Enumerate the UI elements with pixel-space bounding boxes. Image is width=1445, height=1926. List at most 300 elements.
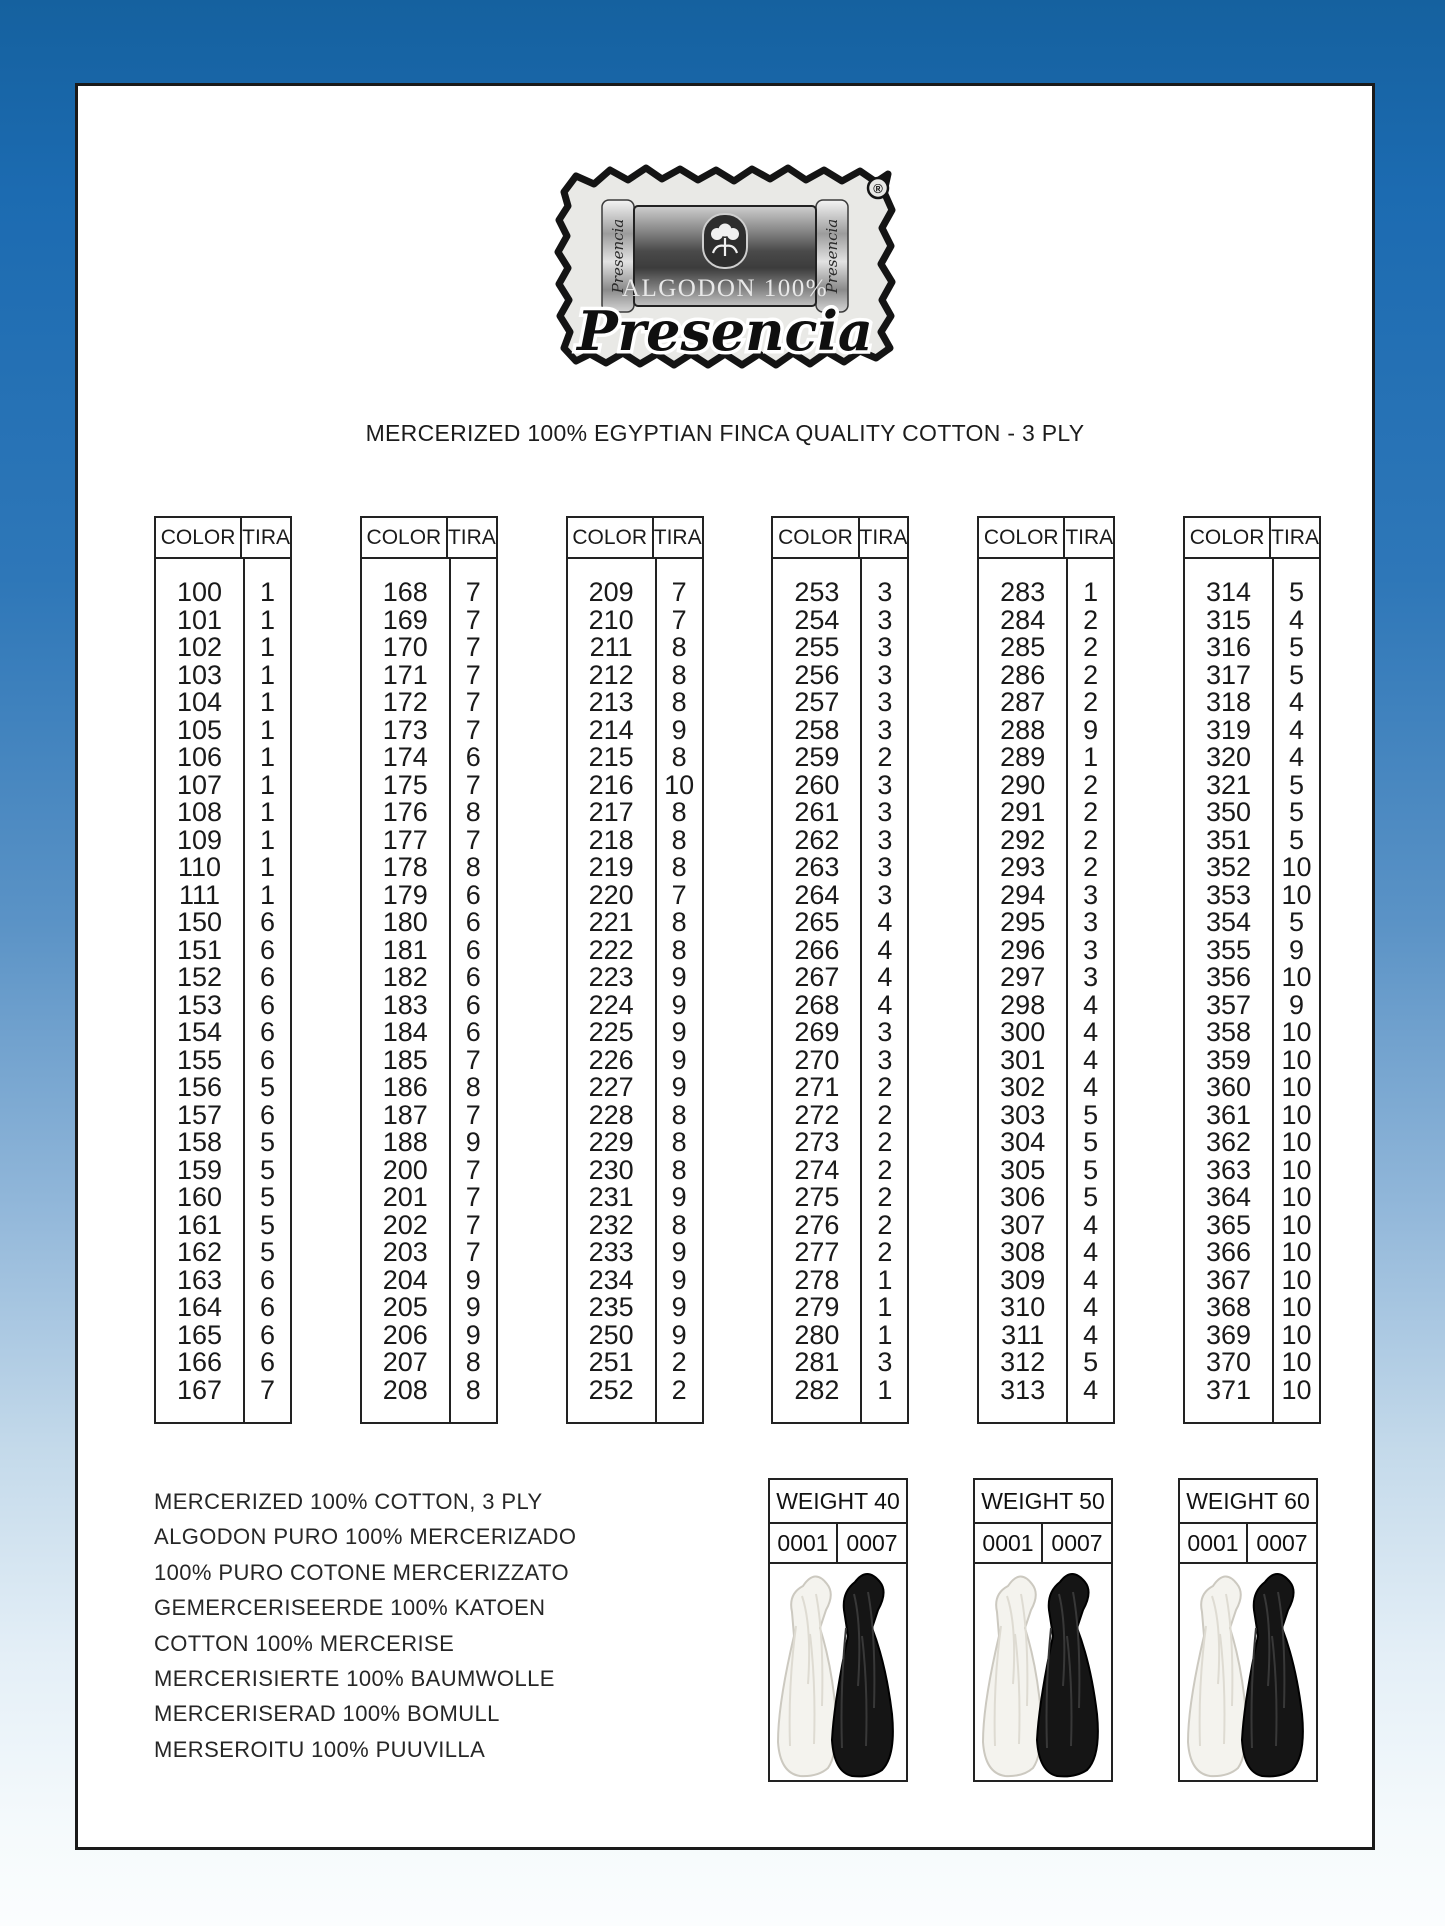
color-tira-table-2: [360, 516, 498, 1424]
tira-number: 6: [259, 907, 276, 937]
skein-photo: [975, 1564, 1111, 1780]
skein-photo-graphic: [770, 1564, 906, 1780]
tira-number: 5: [1288, 824, 1304, 855]
tira-number: 1: [1083, 577, 1099, 607]
table-body: [156, 559, 290, 1422]
tira-number: 4: [1288, 714, 1304, 745]
color-number: 222: [588, 934, 634, 965]
tira-number: 9: [671, 1292, 687, 1322]
color-number: 275: [794, 1182, 840, 1212]
color-number: 157: [176, 1099, 223, 1130]
color-number: 371: [1205, 1374, 1252, 1405]
tira-number: 10: [1281, 1154, 1312, 1185]
tira-number: 1: [259, 577, 276, 607]
color-tira-table-4: [771, 516, 909, 1424]
color-number: 256: [794, 659, 840, 690]
color-number: 215: [588, 742, 634, 772]
tira-number: 4: [1083, 1237, 1099, 1267]
color-number: 274: [794, 1154, 840, 1185]
table-body: [1185, 559, 1319, 1422]
code-white-thread: 0001: [975, 1524, 1043, 1562]
color-number: 101: [176, 604, 223, 635]
tira-number: 4: [1083, 1209, 1099, 1240]
color-number: 179: [382, 879, 428, 910]
color-number: 315: [1205, 604, 1252, 635]
white-skein: [1188, 1576, 1246, 1776]
tira-number: 9: [1288, 989, 1304, 1020]
tira-number: 6: [259, 1292, 276, 1322]
tira-number: 2: [671, 1374, 687, 1405]
tira-number: 9: [1083, 714, 1099, 745]
color-number: 224: [588, 989, 634, 1020]
color-number: 156: [176, 1072, 223, 1102]
color-number: 307: [1000, 1209, 1046, 1240]
tira-number: 7: [465, 604, 481, 635]
color-number: 283: [1000, 577, 1046, 607]
tira-number: 1: [877, 1374, 893, 1405]
tira-number: 3: [1083, 907, 1099, 937]
skein-photo: [770, 1564, 906, 1780]
color-number: 284: [1000, 604, 1046, 635]
color-number: 287: [1000, 687, 1046, 717]
color-number: 105: [176, 714, 223, 745]
color-number: 302: [1000, 1072, 1046, 1102]
tira-number: 8: [671, 1099, 687, 1130]
tira-number-column: [657, 559, 702, 1422]
tira-number: 10: [1281, 1127, 1312, 1157]
tira-number: 9: [465, 1264, 481, 1295]
color-number: 208: [382, 1374, 428, 1405]
color-number: 253: [794, 577, 840, 607]
code-black-thread: 0007: [846, 1530, 898, 1556]
color-tables-row: [154, 516, 1321, 1424]
color-number: 100: [176, 577, 223, 607]
description-line: GEMERCERISEERDE 100% KATOEN: [154, 1595, 546, 1621]
tira-number: 6: [465, 989, 481, 1020]
description-line: MERCERISIERTE 100% BAUMWOLLE: [154, 1666, 555, 1692]
tira-number: 5: [259, 1127, 276, 1157]
table-body: [979, 559, 1113, 1422]
color-number: 300: [1000, 1017, 1046, 1047]
tira-number: 8: [465, 1374, 481, 1405]
color-number: 285: [1000, 632, 1046, 662]
description-line: 100% PURO COTONE MERCERIZZATO: [154, 1559, 570, 1585]
color-number: 364: [1205, 1182, 1252, 1212]
color-number: 291: [1000, 797, 1046, 827]
tira-number: 1: [259, 769, 276, 800]
skein-photo-graphic: [1180, 1564, 1316, 1780]
tira-number: 10: [1281, 879, 1312, 910]
color-number: 259: [794, 742, 840, 772]
color-number: 229: [588, 1127, 634, 1157]
tira-number: 3: [877, 769, 893, 800]
tira-number: 9: [671, 1264, 687, 1295]
tira-number: 4: [1083, 1319, 1099, 1350]
black-skein: [1037, 1574, 1098, 1776]
color-number: 313: [1000, 1374, 1046, 1405]
color-number: 258: [794, 714, 840, 745]
color-number: 358: [1205, 1017, 1252, 1047]
tira-number: 8: [465, 1347, 481, 1377]
tira-number: 6: [465, 907, 481, 937]
color-number: 351: [1205, 824, 1252, 855]
tira-number: 10: [1281, 1209, 1312, 1240]
tira-number: 1: [877, 1319, 893, 1350]
tira-number: 4: [1288, 604, 1304, 635]
tira-number: 7: [465, 687, 481, 717]
color-number: 297: [1000, 962, 1046, 992]
tira-number: 9: [671, 989, 687, 1020]
color-number: 203: [382, 1237, 428, 1267]
tira-number: 6: [465, 962, 481, 992]
table-header-row: [568, 518, 702, 559]
weight-title: WEIGHT 60: [1180, 1480, 1316, 1524]
tira-number: 1: [259, 742, 276, 772]
color-number: 262: [794, 824, 840, 855]
color-number: 200: [382, 1154, 428, 1185]
tira-number: 8: [465, 797, 481, 827]
tira-column-header: TIRA: [1065, 526, 1114, 549]
cap-left-label: Presencia: [609, 218, 627, 294]
color-column-header: COLOR: [362, 518, 448, 557]
spool-label: ALGODON 100%: [621, 275, 829, 302]
color-number: 298: [1000, 989, 1046, 1020]
tira-number: 6: [259, 1319, 276, 1350]
color-number: 218: [588, 824, 634, 855]
color-number: 178: [382, 852, 428, 882]
color-number: 233: [588, 1237, 634, 1267]
tira-number: 2: [1083, 769, 1099, 800]
color-number: 357: [1205, 989, 1252, 1020]
tira-number: 8: [465, 852, 481, 882]
tira-number: 1: [259, 632, 276, 662]
tira-number: 5: [259, 1237, 276, 1267]
description-line: MERCERIZED 100% COTTON, 3 PLY: [154, 1489, 543, 1514]
presencia-logo: [550, 158, 900, 378]
tira-number: 9: [671, 1182, 687, 1212]
color-number: 206: [382, 1319, 428, 1350]
color-number: 151: [176, 934, 223, 965]
color-number: 360: [1205, 1072, 1252, 1102]
tira-number-column: [451, 559, 496, 1422]
tira-number: 2: [1083, 604, 1099, 635]
tira-number: 4: [1288, 687, 1304, 717]
color-number: 161: [176, 1209, 223, 1240]
tira-number: 8: [671, 907, 687, 937]
color-card-page: [75, 83, 1375, 1850]
color-number: 235: [588, 1292, 634, 1322]
color-number: 362: [1205, 1127, 1252, 1157]
tira-number: 3: [877, 824, 893, 855]
color-number: 367: [1205, 1264, 1252, 1295]
cap-right-label: Presencia: [823, 218, 841, 294]
color-number: 162: [176, 1237, 223, 1267]
color-number: 361: [1205, 1099, 1252, 1130]
tira-number: 4: [1083, 1264, 1099, 1295]
tira-number: 3: [877, 1017, 893, 1047]
color-number: 316: [1205, 632, 1252, 662]
color-number: 292: [1000, 824, 1046, 855]
color-number: 273: [794, 1127, 840, 1157]
tira-number: 10: [1281, 1237, 1312, 1267]
tira-number: 8: [671, 659, 687, 690]
tira-number: 2: [877, 1127, 893, 1157]
color-column-header: COLOR: [568, 518, 654, 557]
tira-number: 2: [1083, 632, 1099, 662]
color-number: 216: [588, 769, 634, 800]
tira-number: 5: [1083, 1182, 1099, 1212]
color-number: 104: [176, 687, 223, 717]
color-number: 211: [589, 632, 633, 662]
tira-number: 10: [1281, 1319, 1312, 1350]
color-number: 321: [1205, 769, 1252, 800]
color-number: 231: [588, 1182, 634, 1212]
color-number: 221: [588, 907, 634, 937]
description-list: [154, 1484, 576, 1767]
color-number: 228: [588, 1099, 634, 1130]
color-number: 350: [1205, 797, 1252, 827]
tira-number: 3: [877, 632, 893, 662]
tira-number: 3: [1083, 934, 1099, 965]
color-number: 188: [382, 1127, 428, 1157]
color-number: 312: [1000, 1347, 1046, 1377]
tira-number: 10: [1281, 1017, 1312, 1047]
tira-number: 4: [1083, 1072, 1099, 1102]
tira-number: 1: [259, 797, 276, 827]
color-number: 254: [794, 604, 840, 635]
color-number: 160: [176, 1182, 223, 1212]
color-number-column: [362, 559, 451, 1422]
color-number: 369: [1205, 1319, 1252, 1350]
tira-number: 2: [1083, 687, 1099, 717]
color-number: 170: [382, 632, 428, 662]
color-number: 219: [588, 852, 634, 882]
color-number-column: [156, 559, 245, 1422]
color-number: 278: [794, 1264, 840, 1295]
tira-number: 8: [671, 1154, 687, 1185]
tira-number: 1: [877, 1264, 893, 1295]
tira-number: 2: [877, 1099, 893, 1130]
tira-number: 9: [465, 1319, 481, 1350]
tira-number: 4: [1083, 1292, 1099, 1322]
color-number: 173: [382, 714, 428, 745]
color-number: 234: [588, 1264, 634, 1295]
tira-number: 3: [1083, 879, 1099, 910]
color-number: 293: [1000, 852, 1046, 882]
color-number: 260: [794, 769, 840, 800]
color-number: 363: [1205, 1154, 1252, 1185]
color-number: 152: [176, 962, 223, 992]
tira-number: 3: [877, 879, 893, 910]
tira-number: 3: [877, 1347, 893, 1377]
tira-number: 8: [671, 852, 687, 882]
color-number: 220: [588, 879, 634, 910]
color-number: 155: [176, 1044, 223, 1075]
tira-number: 10: [664, 769, 695, 800]
tira-number: 6: [259, 1347, 276, 1377]
white-skein: [983, 1576, 1041, 1776]
tira-number: 3: [877, 659, 893, 690]
tira-number: 8: [671, 824, 687, 855]
tira-number: 4: [877, 989, 893, 1020]
color-number: 177: [382, 824, 428, 855]
tira-number: 10: [1281, 852, 1312, 882]
color-number: 158: [176, 1127, 223, 1157]
tira-column-header: TIRA: [242, 526, 290, 549]
color-number: 184: [382, 1017, 428, 1047]
color-number: 370: [1205, 1347, 1252, 1377]
tira-number: 2: [877, 1237, 893, 1267]
color-number: 175: [382, 769, 428, 800]
tira-number: 1: [259, 824, 276, 855]
color-number: 106: [176, 742, 223, 772]
color-number-column: [979, 559, 1068, 1422]
tira-number: 1: [259, 852, 276, 882]
color-number: 182: [382, 962, 428, 992]
color-number: 365: [1205, 1209, 1252, 1240]
table-header-row: [1185, 518, 1319, 559]
brand-script: Presencia: [577, 299, 873, 363]
color-number: 270: [794, 1044, 840, 1075]
tira-number: 6: [465, 934, 481, 965]
tira-number: 7: [671, 879, 687, 910]
tira-number: 9: [671, 1319, 687, 1350]
tira-number: 10: [1281, 1072, 1312, 1102]
tira-number: 4: [1083, 989, 1099, 1020]
color-column-header: COLOR: [156, 518, 242, 557]
table-header-row: [773, 518, 907, 559]
black-skein: [1242, 1574, 1303, 1776]
tira-number: 2: [877, 1209, 893, 1240]
description-line: MERSEROITU 100% PUUVILLA: [154, 1736, 486, 1762]
tira-number: 8: [671, 797, 687, 827]
tira-number-column: [1068, 559, 1113, 1422]
description-line: ALGODON PURO 100% MERCERIZADO: [154, 1524, 577, 1550]
color-number: 252: [588, 1374, 634, 1405]
color-number: 310: [1000, 1292, 1046, 1322]
color-number: 356: [1205, 962, 1252, 992]
weight-code-row: [770, 1524, 906, 1564]
tira-number: 2: [1083, 797, 1099, 827]
color-number: 181: [382, 934, 428, 965]
tira-number: 3: [877, 604, 893, 635]
tira-number: 1: [259, 659, 276, 690]
color-number: 176: [382, 797, 428, 827]
color-number: 187: [382, 1099, 428, 1130]
color-number: 318: [1205, 687, 1252, 717]
color-number: 165: [176, 1319, 223, 1350]
color-number: 204: [382, 1264, 428, 1295]
color-number: 159: [176, 1154, 223, 1185]
tira-number: 7: [465, 632, 481, 662]
table-body: [362, 559, 496, 1422]
color-number: 225: [588, 1017, 634, 1047]
color-number: 169: [382, 604, 428, 635]
tira-number: 5: [259, 1072, 276, 1102]
weight-title: WEIGHT 40: [770, 1480, 906, 1524]
tira-number: 10: [1281, 1374, 1312, 1405]
color-number: 163: [176, 1264, 223, 1295]
presencia-logo-graphic: [550, 158, 900, 378]
color-number: 263: [794, 852, 840, 882]
weight-title: WEIGHT 50: [975, 1480, 1111, 1524]
color-number: 289: [1000, 742, 1046, 772]
color-number: 232: [588, 1209, 634, 1240]
color-number: 180: [382, 907, 428, 937]
color-tira-table-3: [566, 516, 704, 1424]
tira-number: 4: [877, 934, 893, 965]
table-header-row: [362, 518, 496, 559]
tira-number: 9: [671, 1237, 687, 1267]
color-number: 217: [588, 797, 634, 827]
tira-number: 5: [1083, 1127, 1099, 1157]
color-number: 110: [177, 852, 222, 882]
color-number-column: [568, 559, 657, 1422]
color-number: 103: [176, 659, 223, 690]
tira-number: 9: [671, 1017, 687, 1047]
skein-photo: [1180, 1564, 1316, 1780]
tira-number: 2: [1083, 824, 1099, 855]
tira-number: 6: [259, 1017, 276, 1047]
tira-number: 6: [465, 1017, 481, 1047]
color-number: 230: [588, 1154, 634, 1185]
table-body: [773, 559, 907, 1422]
color-number: 276: [794, 1209, 840, 1240]
color-number: 282: [794, 1374, 840, 1405]
weight-code-row: [975, 1524, 1111, 1564]
tira-number: 5: [259, 1154, 276, 1185]
code-black-thread: 0007: [1256, 1530, 1308, 1556]
tira-number: 2: [877, 1072, 893, 1102]
color-number: 268: [794, 989, 840, 1020]
tira-number: 10: [1281, 1264, 1312, 1295]
code-black-thread: 0007: [1051, 1530, 1103, 1556]
color-number: 305: [1000, 1154, 1046, 1185]
color-number: 109: [176, 824, 223, 855]
tira-number: 10: [1281, 1182, 1312, 1212]
tira-number: 10: [1281, 1292, 1312, 1322]
color-number: 314: [1205, 577, 1252, 607]
color-number: 172: [382, 687, 428, 717]
tira-number: 5: [1083, 1347, 1099, 1377]
color-number: 168: [382, 577, 428, 607]
color-number: 353: [1205, 879, 1252, 910]
color-number: 286: [1000, 659, 1046, 690]
color-number: 209: [588, 577, 634, 607]
color-number: 354: [1205, 907, 1252, 937]
tira-number: 7: [465, 1044, 481, 1075]
tira-number: 7: [465, 1182, 481, 1212]
color-number: 308: [1000, 1237, 1046, 1267]
tira-number: 5: [1288, 797, 1304, 827]
color-number: 223: [588, 962, 634, 992]
tira-number-column: [862, 559, 907, 1422]
tira-number: 9: [671, 1072, 687, 1102]
tira-number: 5: [1288, 632, 1304, 662]
color-number: 212: [588, 659, 634, 690]
tira-number: 1: [877, 1292, 893, 1322]
color-number: 280: [794, 1319, 840, 1350]
tira-number: 9: [465, 1292, 481, 1322]
tira-column-header: TIRA: [1271, 526, 1319, 549]
tira-number: 6: [259, 989, 276, 1020]
tira-number: 10: [1281, 1347, 1312, 1377]
color-number: 257: [794, 687, 840, 717]
color-number: 255: [794, 632, 840, 662]
color-number: 271: [794, 1072, 840, 1102]
tira-column-header: TIRA: [447, 526, 496, 549]
tira-number: 8: [671, 1127, 687, 1157]
